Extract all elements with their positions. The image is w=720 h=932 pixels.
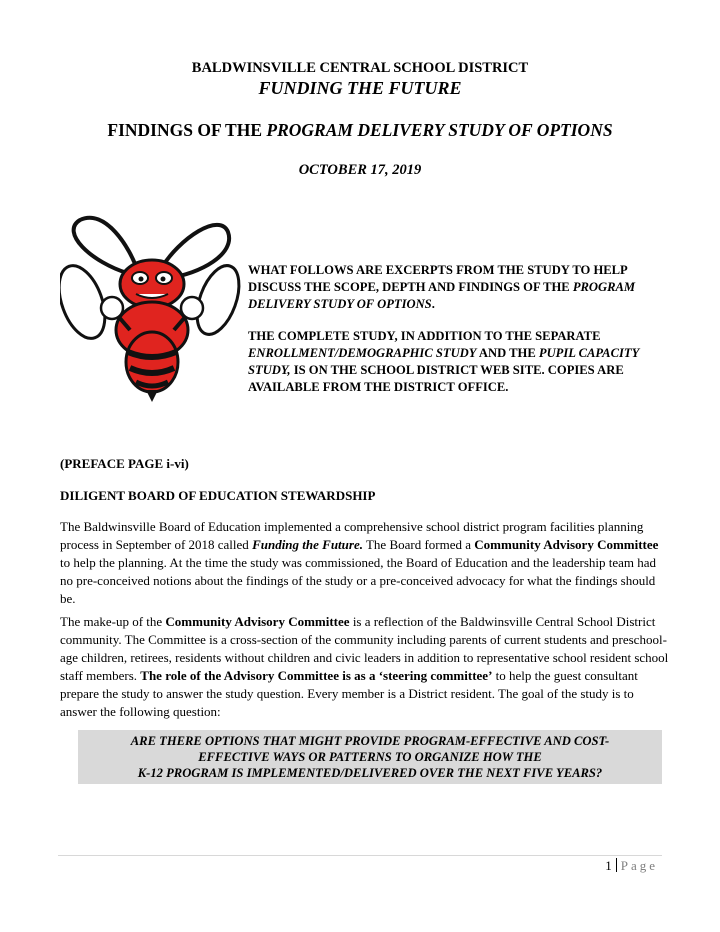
page-number: 1 bbox=[605, 858, 612, 873]
question-line-3: K-12 PROGRAM IS IMPLEMENTED/DELIVERED OVER THE NEXT FIVE YEARS? bbox=[137, 766, 603, 780]
preface-reference: (PREFACE PAGE i-vi) bbox=[60, 456, 189, 471]
question-line-2: EFFECTIVE WAYS OR PATTERNS TO ORGANIZE HOW THE bbox=[198, 750, 542, 764]
findings-prefix: FINDINGS OF THE bbox=[107, 120, 267, 140]
findings-study-name: PROGRAM DELIVERY STUDY OF OPTIONS bbox=[266, 120, 613, 140]
body-paragraph-2: The make-up of the Community Advisory Committee is a reflection of the Baldwinsville Central School District community. The Committee is a cross-section of the community including parents of current students and preschool-age children, retirees, residents without children and civic leaders in addition to representative school resident school staff members. The role of the Advisory Committee is as a ‘steering committee’ to help the guest consultant prepare the study to answer the study question. Every member is a District resident. The goal of the study is to answer the following question: bbox=[60, 614, 669, 719]
question-line-1: ARE THERE OPTIONS THAT MIGHT PROVIDE PROGRAM-EFFECTIVE AND COST- bbox=[130, 734, 610, 748]
hornet-mascot-icon bbox=[60, 212, 242, 402]
section-heading: DILIGENT BOARD OF EDUCATION STEWARDSHIP bbox=[60, 488, 376, 503]
study-question-box bbox=[78, 730, 662, 784]
footer-divider bbox=[58, 855, 662, 856]
body-paragraph-1: The Baldwinsville Board of Education implemented a comprehensive school district program facilities planning process in September of 2018 called Funding the Future. The Board formed a Community Advisory Committee to help the planning. At the time the study was commissioned, the Board of Education and the leadership team had no pre-conceived notions about the findings of the study or a pre-conceived advocacy for what the findings should be. bbox=[60, 519, 659, 606]
callout-paragraph-1: WHAT FOLLOWS ARE EXCERPTS FROM THE STUDY TO HELP DISCUSS THE SCOPE, DEPTH AND FINDINGS OF THE PROGRAM DELIVERY STUDY OF OPTIONS. bbox=[248, 263, 636, 311]
document-date: OCTOBER 17, 2019 bbox=[298, 162, 422, 178]
callout-paragraph-2: THE COMPLETE STUDY, IN ADDITION TO THE SEPARATE ENROLLMENT/DEMOGRAPHIC STUDY AND THE PUPIL CAPACITY STUDY, IS ON THE SCHOOL DISTRICT WEB SITE. COPIES ARE AVAILABLE FROM THE DISTRICT OFFICE. bbox=[248, 329, 639, 394]
district-name: BALDWINSVILLE CENTRAL SCHOOL DISTRICT bbox=[191, 60, 529, 76]
initiative-title: FUNDING THE FUTURE bbox=[258, 78, 462, 98]
page-label: Page bbox=[620, 858, 658, 873]
findings-title bbox=[0, 120, 720, 141]
page-footer bbox=[605, 858, 658, 874]
footer-separator bbox=[616, 858, 617, 872]
study-callout bbox=[248, 262, 668, 411]
